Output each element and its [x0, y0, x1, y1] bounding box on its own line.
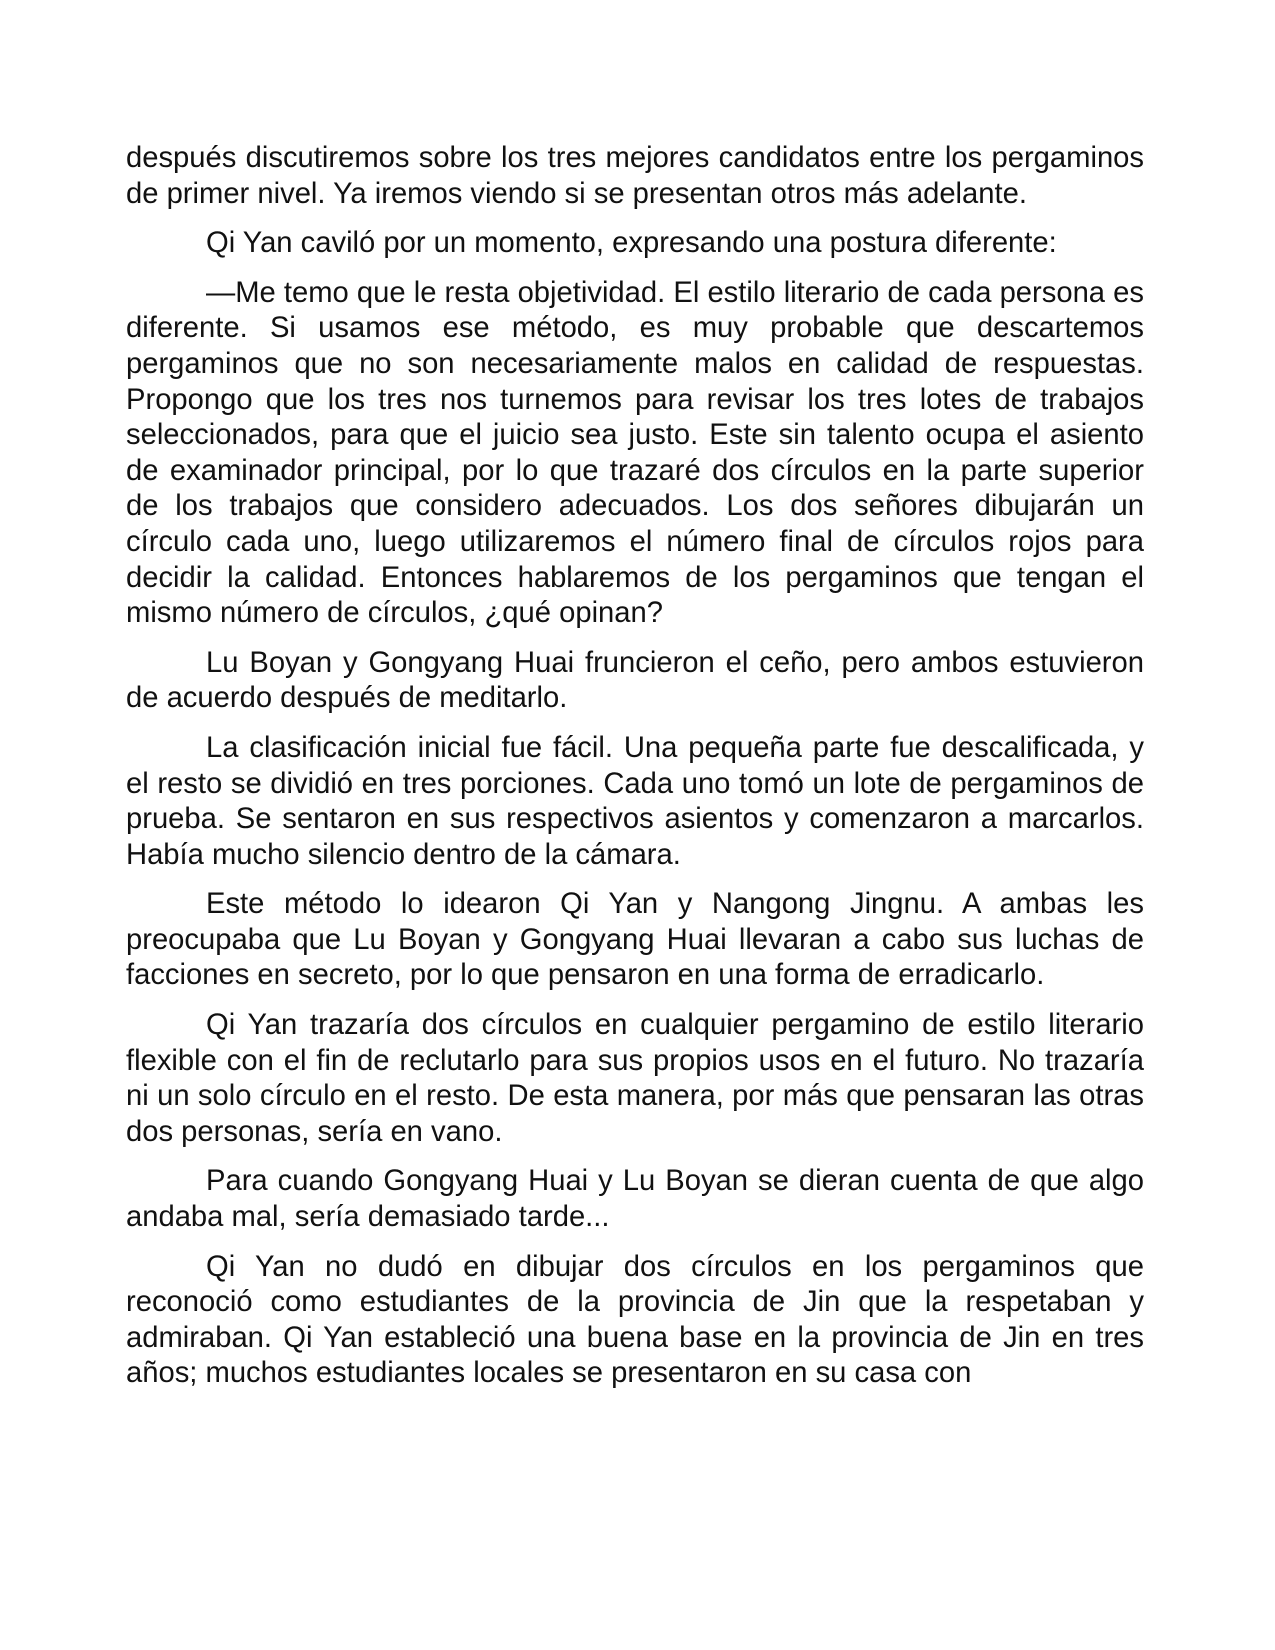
paragraph-4: Lu Boyan y Gongyang Huai fruncieron el ceño, pero ambos estuvieron de acuerdo después de meditarlo. — [126, 646, 1144, 715]
paragraph-9: Qi Yan no dudó en dibujar dos círculos en los pergaminos que reconoció como estudiantes de la provincia de Jin que la respetaban y admiraban. Qi Yan estableció una buena base en la provincia de Jin en tres años; muchos estudiantes locales se presentaron en su casa con — [126, 1250, 1144, 1390]
paragraph-1: después discutiremos sobre los tres mejores candidatos entre los pergaminos de primer nivel. Ya iremos viendo si se presentan otros más adelante. — [126, 142, 1144, 210]
paragraph-6: Este método lo idearon Qi Yan y Nangong Jingnu. A ambas les preocupaba que Lu Boyan y Gongyang Huai llevaran a cabo sus luchas de facciones en secreto, por lo que pensaron en una forma de erradicarlo. — [126, 888, 1144, 992]
paragraph-2: Qi Yan caviló por un momento, expresando una postura diferente: — [206, 227, 1057, 260]
paragraph-8: Para cuando Gongyang Huai y Lu Boyan se dieran cuenta de que algo andaba mal, sería demasiado tarde... — [126, 1165, 1144, 1234]
paragraph-3: —Me temo que le resta objetividad. El estilo literario de cada persona es diferente. Si usamos ese método, es muy probable que descartemos pergaminos que no son necesariamente malos en calidad de respuestas. Propongo que los tres nos turnemos para revisar los tres lotes de trabajos seleccionados, para que el juicio sea justo. Este sin talento ocupa el asiento de examinador principal, por lo que trazaré dos círculos en la parte superior de los trabajos que considero adecuados. Los dos señores dibujarán un círculo cada uno, luego utilizaremos el número final de círculos rojos para decidir la calidad. Entonces hablaremos de los pergaminos que tengan el mismo número de círculos, ¿qué opinan? — [126, 276, 1144, 630]
paragraph-7: Qi Yan trazaría dos círculos en cualquier pergamino de estilo literario flexible con el fin de reclutarlo para sus propios usos en el futuro. No trazaría ni un solo círculo en el resto. De esta manera, por más que pensaran las otras dos personas, sería en vano. — [126, 1009, 1144, 1148]
document-page — [126, 141, 1144, 1406]
paragraph-5: La clasificación inicial fue fácil. Una pequeña parte fue descalificada, y el resto se dividió en tres porciones. Cada uno tomó un lote de pergaminos de prueba. Se sentaron en sus respectivos asientos y comenzaron a marcarlos. Había mucho silencio dentro de la cámara. — [126, 731, 1144, 871]
